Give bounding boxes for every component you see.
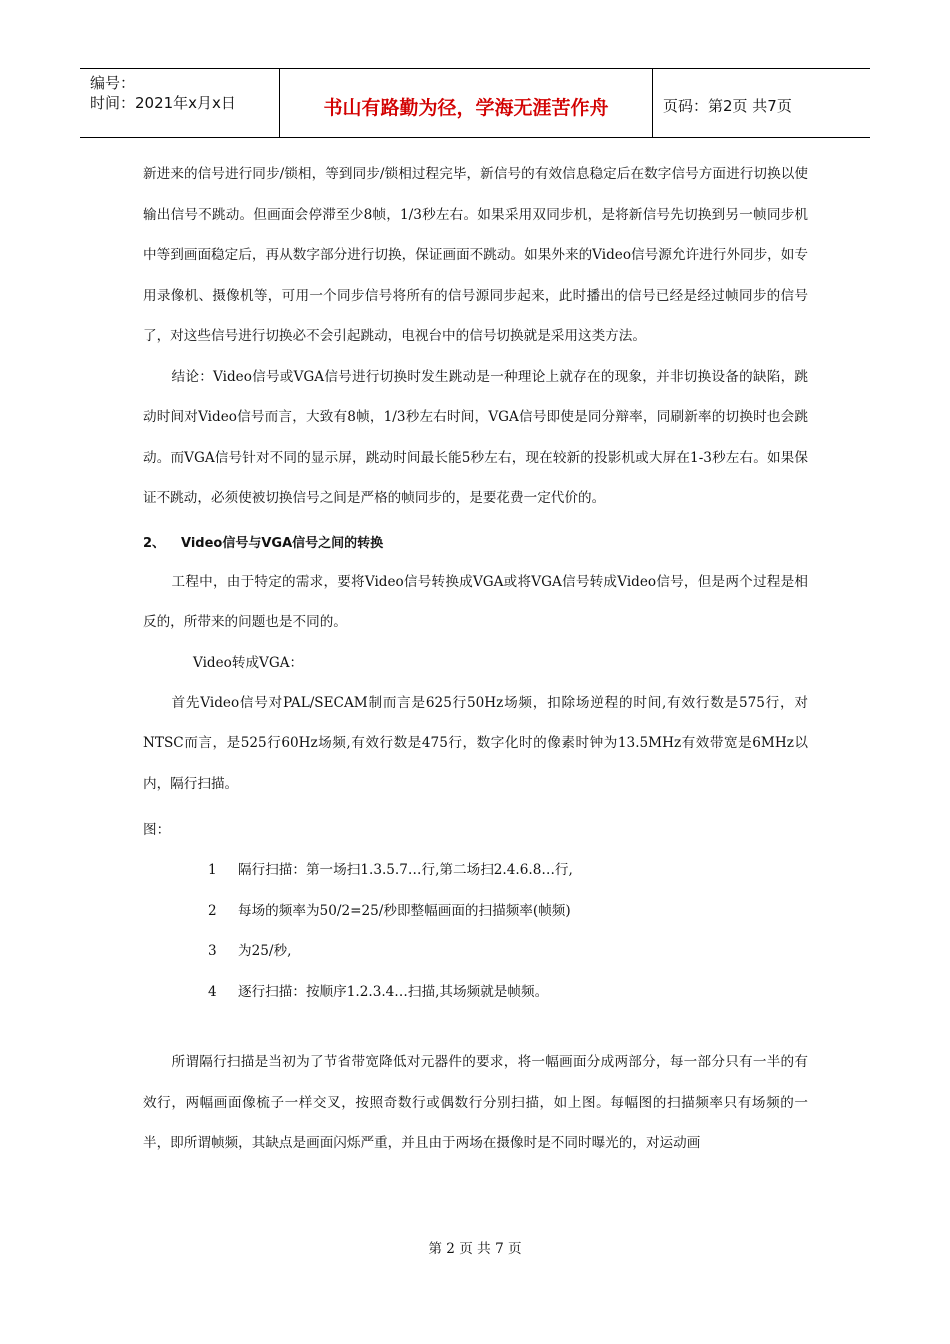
list-item-number: 4 [208, 983, 217, 1000]
header-page-info: 页码：第2页 共7页 [663, 96, 792, 115]
paragraph-conclusion: 结论：Video信号或VGA信号进行切换时发生跳动是一种理论上就存在的现象，并非切换设备的缺陷，跳动时间对Video信号而言，大致有8帧，1/3秒左右时间，VGA信号即使是同分辩率，同刷新率的切换时也会跳动。而VGA信号针对不同的显示屏，跳动时间最长能5秒左右，现在较新的投影机或大屏在1-3秒左右。如果保证不跳动，必须使被切换信号之间是严格的帧同步的，是要花费一定代价的。 [143, 368, 808, 506]
document-body [143, 154, 808, 1164]
paragraph-video-spec: 首先Video信号对PAL/SECAM制而言是625行50Hz场频，扣除场逆程的时间,有效行数是575行，对NTSC而言，是525行60Hz场频,有效行数是475行，数字化时的像素时钟为13.5MHz有效带宽是6MHz以内，隔行扫描。 [143, 694, 808, 792]
list-item-text: 逐行扫描：按顺序1.2.3.4…扫描,其场频就是帧频。 [238, 983, 549, 1000]
list-item [143, 972, 808, 1013]
list-item-number: 1 [208, 862, 217, 878]
list-item [143, 891, 808, 932]
spacer [143, 1012, 808, 1042]
subheading-video-to-vga: Video转成VGA： [193, 654, 304, 671]
date-label: 时间：2021年x月x日 [90, 94, 236, 112]
list-item [143, 850, 808, 891]
page-header [80, 68, 870, 138]
header-meta-cell [80, 69, 280, 137]
section-number: 2、 [143, 535, 166, 551]
page-footer: 第 2 页 共 7 页 [428, 1241, 522, 1257]
section-title: Video信号与VGA信号之间的转换 [181, 535, 384, 551]
paragraph-interlace: 所谓隔行扫描是当初为了节省带宽降低对元器件的要求，将一幅画面分成两部分，每一部分只有一半的有效行，两幅画面像梳子一样交叉，按照奇数行或偶数行分别扫描，如上图。每幅图的扫描频率只有场频的一半，即所谓帧频，其缺点是画面闪烁严重，并且由于两场在摄像时是不同时曝光的，对运动画 [143, 1054, 808, 1151]
list-item-text: 为25/秒, [238, 943, 292, 959]
paragraph-sync: 新进来的信号进行同步/锁相，等到同步/锁相过程完毕，新信号的有效信息稳定后在数字信号方面进行切换以使输出信号不跳动。但画面会停滞至少8帧，1/3秒左右。如果采用双同步机，是将新信号先切换到另一帧同步机中等到画面稳定后，再从数字部分进行切换，保证画面不跳动。如果外来的Video信号源允许进行外同步，如专用录像机、摄像机等，可用一个同步信号将所有的信号源同步起来，此时播出的信号已经是经过帧同步的信号了，对这些信号进行切换必不会引起跳动，电视台中的信号切换就是采用这类方法。 [143, 166, 808, 344]
list-item-text: 隔行扫描：第一场扫1.3.5.7…行,第二场扫2.4.6.8…行, [238, 862, 573, 878]
section-heading [143, 526, 808, 562]
list-item-number: 3 [208, 943, 217, 959]
list-item [143, 931, 808, 972]
list-item-number: 2 [208, 902, 217, 919]
list-item-text: 每场的频率为50/2=25/秒即整幅画面的扫描频率(帧频) [238, 902, 571, 919]
code-label: 编号： [90, 74, 136, 92]
figure-label: 图： [143, 822, 171, 838]
header-motto: 书山有路勤为径，学海无涯苦作舟 [280, 69, 653, 137]
paragraph-conversion: 工程中，由于特定的需求，要将Video信号转换成VGA或将VGA信号转成Video信号，但是两个过程是相反的，所带来的问题也是不同的。 [143, 573, 808, 630]
